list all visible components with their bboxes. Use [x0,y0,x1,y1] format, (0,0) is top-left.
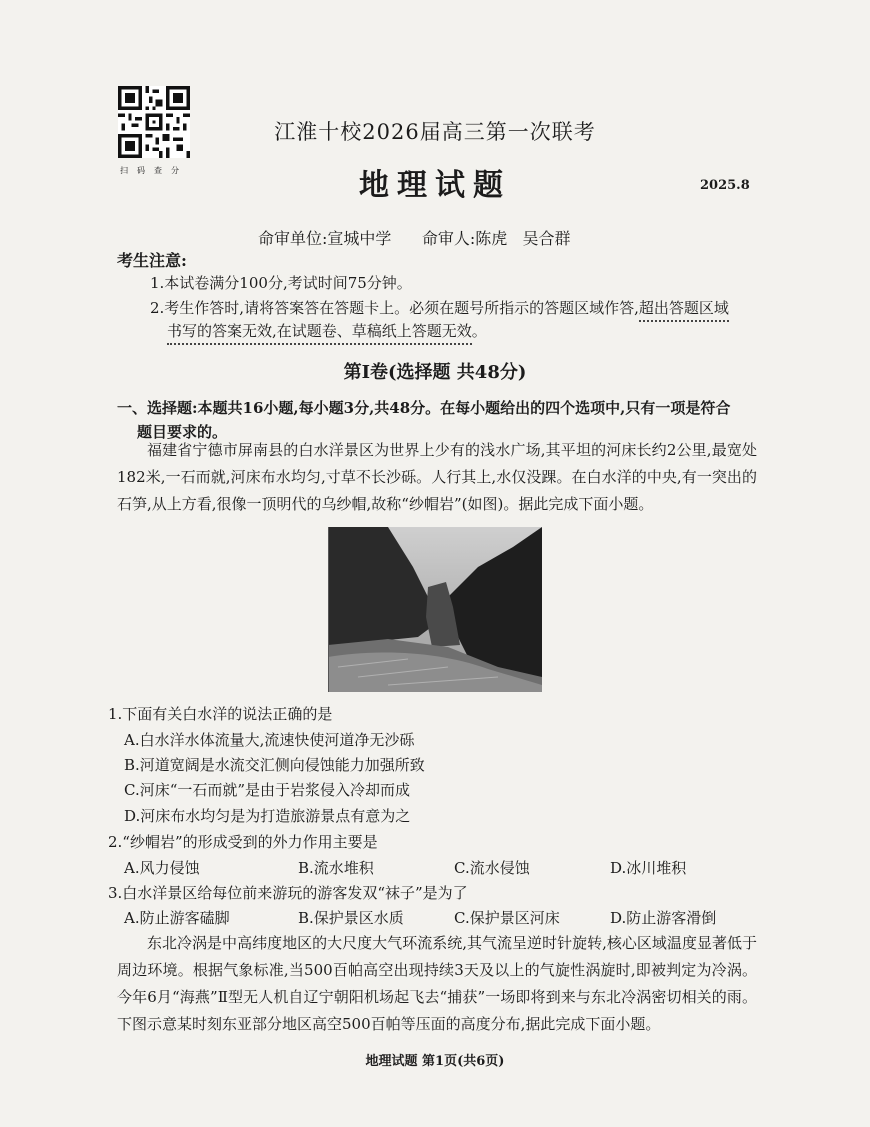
exam-title: 江淮十校2026届高三第一次联考 [274,120,596,144]
notice-item-2-end: 。 [471,322,487,340]
notice-item-1: 1.本试卷满分100分,考试时间75分钟。 [150,274,412,292]
passage-2: 东北冷涡是中高纬度地区的大尺度大气环流系统,其气流呈逆时针旋转,核心区域温度显著低于周边环境。根据气象标准,当500百帕高空出现持续3天及以上的气旋性涡旋时,即被判定为冷涡。今年6月“海燕”Ⅱ型无人机自辽宁朝阳机场起飞去“捕获”一场即将到来与东北冷涡密切相关的雨。下图示意某时刻东亚部分地区高空500百帕等压面的高度分布,据此完成下面小题。 [117,934,757,1033]
notice-item-2-emphasis-cont: 书写的答案无效,在试题卷、草稿纸上答题无效 [167,322,472,345]
question-1-stem: 1.下面有关白水洋的说法正确的是 [108,705,333,723]
notice-item-2-text: 2.考生作答时,请将答案答在答题卡上。必须在题号所指示的答题区域作答, [150,299,639,317]
question-1-option-c: C.河床“一石而就”是由于岩浆侵入冷却而成 [124,781,411,799]
passage-1: 福建省宁德市屏南县的白水洋景区为世界上少有的浅水广场,其平坦的河床长约2公里,最宽处182米,一石而就,河床布水均匀,寸草不长沙砾。人行其上,水仅没踝。在白水洋的中央,有一突出的石笋,从上方看,很像一顶明代的乌纱帽,故称“纱帽岩”(如图)。据此完成下面小题。 [117,441,757,513]
question-2-option-b: B.流水堆积 [298,859,374,877]
notice-item-2-emphasis: 超出答题区域 [639,299,729,322]
section-intro-line2: 题目要求的。 [137,423,228,441]
landscape-photo [328,527,542,692]
subject-title: 地理试题 [359,168,511,203]
page-footer: 地理试题 第1页(共6页) [365,1054,505,1069]
question-3-option-c: C.保护景区河床 [454,909,560,927]
qr-caption: 扫码查分 [120,166,188,175]
notice-item-2-cont [167,320,487,341]
question-1-option-b: B.河道宽阔是水流交汇侧向侵蚀能力加强所致 [124,756,425,774]
question-2-stem: 2.“纱帽岩”的形成受到的外力作用主要是 [108,833,378,851]
section-title: 第Ⅰ卷(选择题 共48分) [343,362,527,383]
notice-item-2 [150,297,729,318]
notice-title: 考生注意: [117,251,187,270]
question-3-option-d: D.防止游客滑倒 [610,909,717,927]
section-intro-line1: 一、选择题:本题共16小题,每小题3分,共48分。在每小题给出的四个选项中,只有一项是符合 [117,399,731,417]
question-2-option-a: A.风力侵蚀 [124,859,200,877]
question-2-option-d: D.冰川堆积 [610,859,687,877]
question-2-option-c: C.流水侵蚀 [454,859,530,877]
question-3-option-a: A.防止游客磕脚 [124,909,230,927]
question-1-option-a: A.白水洋水体流量大,流速快使河道净无沙砾 [124,731,415,749]
exam-date: 2025.8 [700,178,750,193]
question-3-option-b: B.保护景区水质 [298,909,404,927]
question-1-option-d: D.河床布水均匀是为打造旅游景点有意为之 [124,807,411,825]
question-3-stem: 3.白水洋景区给每位前来游玩的游客发双“袜子”是为了 [108,884,468,902]
authors-line: 命审单位:宣城中学 命审人:陈虎 吴合群 [258,229,571,248]
